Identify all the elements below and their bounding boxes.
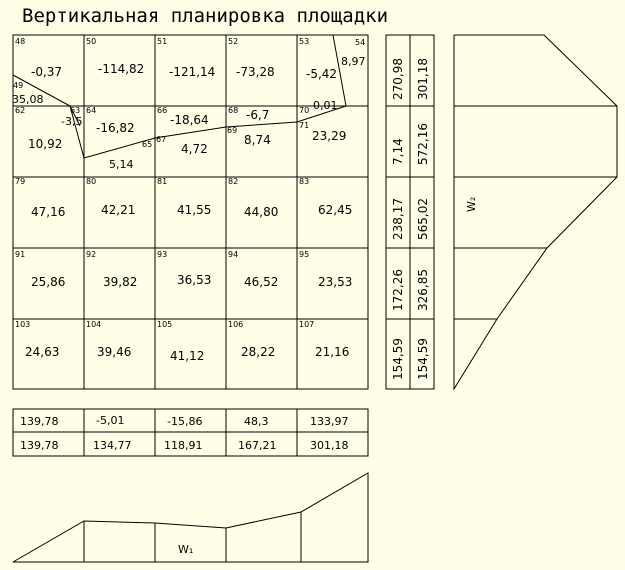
right-col1-value: 270,98 — [391, 58, 405, 100]
cell-value: 44,80 — [244, 205, 279, 219]
zero-line — [13, 35, 346, 158]
point-id: 49 — [13, 81, 24, 90]
cell-value: 23,29 — [312, 129, 347, 143]
point-id: 50 — [86, 37, 97, 46]
cell-value: 41,55 — [177, 203, 212, 217]
bottom-row1-value: 48,3 — [244, 415, 269, 428]
point-id: 80 — [86, 177, 97, 186]
right-col2-value: 154,59 — [416, 338, 430, 380]
point-id: 65 — [142, 140, 153, 149]
cell-value: 10,92 — [28, 137, 63, 151]
point-id: 107 — [299, 320, 315, 329]
cell-value: 42,21 — [101, 203, 136, 217]
grid-labels — [12, 37, 366, 363]
bottom-row2-value: 134,77 — [93, 439, 132, 452]
point-id: 71 — [299, 121, 310, 130]
cell-value: 39,82 — [103, 275, 138, 289]
right-col1-value: 154,59 — [391, 338, 405, 380]
point-id: 51 — [157, 37, 168, 46]
cell-value: 21,16 — [315, 345, 350, 359]
right-col2-value: 326,85 — [416, 269, 430, 311]
cell-value: 24,63 — [25, 345, 60, 359]
cell-value: -73,28 — [236, 65, 275, 79]
right-col1-value: 172,26 — [391, 269, 405, 311]
point-id: 64 — [86, 106, 97, 115]
cell-value: -5,42 — [306, 67, 338, 81]
point-id: 69 — [227, 126, 238, 135]
cell-value: 28,22 — [241, 345, 276, 359]
cell-value: -114,82 — [98, 62, 145, 76]
right-col2-value: 572,16 — [416, 123, 430, 165]
cell-value: 36,53 — [177, 273, 212, 287]
cell-value: -121,14 — [169, 65, 216, 79]
right-col2-value: 301,18 — [416, 58, 430, 100]
cell-value: -16,82 — [96, 121, 135, 135]
bottom-row1-value: 133,97 — [310, 415, 349, 428]
point-id: 79 — [15, 177, 26, 186]
point-id: 63 — [70, 106, 81, 115]
cell-value: 4,72 — [181, 142, 208, 156]
point-id: 103 — [15, 320, 31, 329]
bottom-row2-value: 167,21 — [238, 439, 277, 452]
bottom-table-values — [20, 414, 349, 452]
point-id: 92 — [86, 250, 97, 259]
cell-value: 0,01 — [313, 99, 338, 112]
cell-value: -3,5 — [61, 115, 83, 128]
bottom-row1-value: -5,01 — [96, 414, 125, 427]
point-id: 48 — [15, 37, 26, 46]
point-id: 70 — [299, 106, 310, 115]
point-id: 68 — [228, 106, 239, 115]
right-col2-value: 565,02 — [416, 198, 430, 240]
cell-value: 39,46 — [97, 345, 132, 359]
cell-value: -6,7 — [246, 108, 270, 122]
w2-diagram — [454, 35, 617, 389]
cell-value: 47,16 — [31, 205, 66, 219]
bottom-row2-value: 301,18 — [310, 439, 349, 452]
point-id: 94 — [228, 250, 239, 259]
cell-value: 8,97 — [341, 55, 366, 68]
point-id: 93 — [157, 250, 168, 259]
point-id: 66 — [157, 106, 168, 115]
point-id: 53 — [299, 37, 310, 46]
cell-value: 41,12 — [170, 349, 205, 363]
point-id: 104 — [86, 320, 102, 329]
cell-value: 35,08 — [12, 93, 44, 106]
bottom-row2-value: 139,78 — [20, 439, 59, 452]
point-id: 67 — [156, 135, 167, 144]
point-id: 95 — [299, 250, 310, 259]
point-id: 52 — [228, 37, 239, 46]
cell-value: -18,64 — [170, 113, 209, 127]
cell-value: 46,52 — [244, 275, 279, 289]
point-id: 91 — [15, 250, 26, 259]
bottom-row1-value: 139,78 — [20, 415, 59, 428]
point-id: 105 — [157, 320, 173, 329]
point-id: 62 — [15, 106, 26, 115]
w1-label: W₁ — [178, 543, 194, 556]
cell-value: 23,53 — [318, 275, 353, 289]
page-title: Вертикальная планировка площадки — [22, 5, 389, 27]
cell-value: 8,74 — [244, 133, 271, 147]
right-col1-value: 7,14 — [391, 138, 405, 165]
point-id: 106 — [228, 320, 244, 329]
cell-value: 25,86 — [31, 275, 66, 289]
point-id: 83 — [299, 177, 310, 186]
cell-value: 5,14 — [109, 158, 134, 171]
right-col1-value: 238,17 — [391, 198, 405, 240]
w2-label: W₂ — [465, 196, 478, 212]
point-id: 54 — [355, 38, 366, 47]
bottom-row1-value: -15,86 — [167, 415, 203, 428]
bottom-row2-value: 118,91 — [164, 439, 203, 452]
cell-value: -0,37 — [31, 65, 63, 79]
point-id: 81 — [157, 177, 168, 186]
point-id: 82 — [228, 177, 239, 186]
cell-value: 62,45 — [318, 203, 353, 217]
